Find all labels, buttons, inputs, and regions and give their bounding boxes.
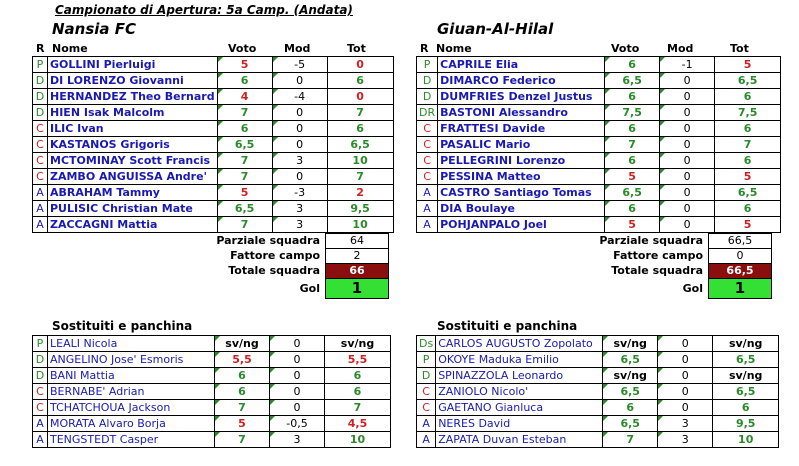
home-bench-table — [32, 335, 391, 448]
player-role: P — [33, 57, 48, 73]
player-name: BANI Mattia — [48, 368, 215, 384]
player-voto: sv/ng — [603, 336, 658, 352]
player-row — [417, 89, 781, 105]
player-row — [417, 368, 779, 384]
player-name: DIMARCO Federico — [438, 73, 605, 89]
gol-value: 1 — [325, 278, 389, 299]
player-tot: 6 — [327, 121, 393, 137]
player-tot: 6 — [327, 73, 393, 89]
header-name: Nome — [436, 42, 472, 55]
player-voto: 5 — [217, 185, 272, 201]
player-row — [417, 384, 779, 400]
player-tot: 5 — [715, 169, 781, 185]
player-mod: 0 — [658, 352, 713, 368]
player-mod: 0 — [270, 368, 325, 384]
player-role: D — [33, 105, 48, 121]
player-role: C — [417, 137, 438, 153]
player-tot: 6,5 — [713, 352, 779, 368]
parziale-label: Parziale squadra — [216, 234, 320, 247]
header-mod: Mod — [667, 42, 694, 55]
player-tot: 6,5 — [715, 73, 781, 89]
player-name: LEALI Nicola — [48, 336, 215, 352]
player-mod: 0 — [270, 352, 325, 368]
player-row — [33, 169, 394, 185]
player-voto: 5 — [605, 169, 660, 185]
player-tot: 7 — [327, 169, 393, 185]
player-row — [417, 105, 781, 121]
player-role: C — [417, 400, 436, 416]
player-voto: 6 — [215, 368, 270, 384]
player-mod: 0 — [272, 121, 327, 137]
player-name: POHJANPALO Joel — [438, 217, 605, 233]
player-mod: 0 — [660, 121, 715, 137]
player-voto: 6,5 — [603, 416, 658, 432]
player-voto: 6,5 — [217, 201, 272, 217]
fattore-label: Fattore campo — [230, 249, 320, 262]
player-role: C — [417, 153, 438, 169]
player-voto: 7 — [217, 105, 272, 121]
player-name: ZAPATA Duvan Esteban — [436, 432, 603, 448]
player-mod: -1 — [660, 57, 715, 73]
player-row — [417, 217, 781, 233]
player-role: DR — [417, 105, 438, 121]
player-name: ZANIOLO Nicolo' — [436, 384, 603, 400]
player-name: BERNABE' Adrian — [48, 384, 215, 400]
player-role: A — [33, 201, 48, 217]
player-table — [416, 335, 779, 448]
player-row — [33, 384, 391, 400]
player-voto: sv/ng — [603, 368, 658, 384]
totale-value: 66,5 — [708, 263, 772, 279]
totale-label: Totale squadra — [228, 264, 320, 277]
header-role: R — [420, 42, 429, 55]
player-voto: 5 — [605, 217, 660, 233]
player-table — [32, 56, 394, 233]
player-role: C — [33, 169, 48, 185]
player-row — [33, 352, 391, 368]
player-mod: 0 — [660, 153, 715, 169]
player-tot: 7 — [327, 105, 393, 121]
player-tot: 6,5 — [715, 185, 781, 201]
player-row — [417, 352, 779, 368]
player-name: ANGELINO Jose' Esmoris — [48, 352, 215, 368]
player-row — [417, 121, 781, 137]
player-voto: 6,5 — [605, 185, 660, 201]
player-mod: -4 — [272, 89, 327, 105]
parziale-value: 66,5 — [708, 233, 772, 249]
player-tot: sv/ng — [325, 336, 391, 352]
player-mod: 0 — [658, 384, 713, 400]
player-name: PELLEGRINI Lorenzo — [438, 153, 605, 169]
player-role: A — [417, 185, 438, 201]
player-role: D — [417, 73, 438, 89]
header-name: Nome — [52, 42, 88, 55]
player-mod: 3 — [272, 201, 327, 217]
player-mod: 0 — [658, 400, 713, 416]
player-tot: 5 — [715, 57, 781, 73]
player-row — [417, 432, 779, 448]
player-mod: 0 — [658, 368, 713, 384]
player-tot: 6 — [713, 400, 779, 416]
player-mod: 0 — [272, 73, 327, 89]
player-name: PASALIC Mario — [438, 137, 605, 153]
player-role: D — [33, 368, 48, 384]
player-voto: 5 — [217, 57, 272, 73]
player-voto: 7,5 — [605, 105, 660, 121]
player-role: C — [33, 137, 48, 153]
player-role: D — [33, 352, 48, 368]
player-voto: 7 — [217, 169, 272, 185]
player-name: CARLOS AUGUSTO Zopolato — [436, 336, 603, 352]
player-role: C — [33, 121, 48, 137]
player-role: P — [417, 57, 438, 73]
player-name: DI LORENZO Giovanni — [48, 73, 218, 89]
player-row — [33, 432, 391, 448]
player-name: KASTANOS Grigoris — [48, 137, 218, 153]
player-voto: 6 — [603, 400, 658, 416]
player-tot: 5 — [715, 217, 781, 233]
player-mod: -0,5 — [270, 416, 325, 432]
player-mod: 0 — [660, 89, 715, 105]
player-name: DIA Boulaye — [438, 201, 605, 217]
player-name: TCHATCHOUA Jackson — [48, 400, 215, 416]
player-mod: 3 — [272, 153, 327, 169]
player-tot: 6 — [715, 89, 781, 105]
player-mod: 3 — [270, 432, 325, 448]
player-name: GAETANO Gianluca — [436, 400, 603, 416]
player-name: CASTRO Santiago Tomas — [438, 185, 605, 201]
header-role: R — [36, 42, 45, 55]
player-role: A — [33, 416, 48, 432]
player-voto: 6,5 — [603, 384, 658, 400]
player-mod: 0 — [270, 384, 325, 400]
header-mod: Mod — [284, 42, 311, 55]
player-row — [33, 153, 394, 169]
player-tot: 6 — [325, 368, 391, 384]
player-row — [33, 185, 394, 201]
player-mod: 0 — [270, 400, 325, 416]
player-name: MCTOMINAY Scott Francis — [48, 153, 218, 169]
player-mod: 0 — [272, 137, 327, 153]
player-tot: 6,5 — [327, 137, 393, 153]
away-bench-table — [416, 335, 779, 448]
player-name: ZAMBO ANGUISSA Andre' — [48, 169, 218, 185]
player-mod: -5 — [272, 57, 327, 73]
player-role: C — [33, 400, 48, 416]
player-voto: 6 — [217, 121, 272, 137]
player-voto: 6,5 — [603, 352, 658, 368]
player-mod: 0 — [660, 217, 715, 233]
player-row — [33, 121, 394, 137]
player-table — [416, 56, 781, 233]
player-name: HERNANDEZ Theo Bernard — [48, 89, 218, 105]
player-row — [33, 336, 391, 352]
player-tot: sv/ng — [713, 368, 779, 384]
player-voto: 6 — [215, 384, 270, 400]
player-role: A — [417, 432, 436, 448]
player-name: NERES David — [436, 416, 603, 432]
player-row — [417, 73, 781, 89]
player-row — [417, 416, 779, 432]
player-tot: sv/ng — [713, 336, 779, 352]
player-tot: 6 — [715, 201, 781, 217]
gol-label: Gol — [682, 282, 703, 295]
totale-label: Totale squadra — [611, 264, 703, 277]
header-voto: Voto — [228, 42, 257, 55]
away-lineup-table — [416, 56, 781, 233]
player-role: C — [417, 169, 438, 185]
player-name: PULISIC Christian Mate — [48, 201, 218, 217]
player-mod: 0 — [658, 336, 713, 352]
player-mod: 3 — [272, 217, 327, 233]
player-row — [33, 89, 394, 105]
player-tot: 9,5 — [327, 201, 393, 217]
player-mod: 0 — [270, 336, 325, 352]
player-role: D — [417, 368, 436, 384]
player-row — [417, 153, 781, 169]
player-name: PESSINA Matteo — [438, 169, 605, 185]
player-mod: 3 — [658, 416, 713, 432]
player-voto: 6 — [605, 201, 660, 217]
parziale-label: Parziale squadra — [599, 234, 703, 247]
player-row — [33, 368, 391, 384]
player-mod: 0 — [660, 185, 715, 201]
player-tot: 0 — [327, 57, 393, 73]
player-mod: 0 — [660, 137, 715, 153]
header-tot: Tot — [730, 42, 749, 55]
player-name: OKOYE Maduka Emilio — [436, 352, 603, 368]
player-row — [417, 185, 781, 201]
player-table — [32, 335, 391, 448]
home-bench-title: Sostituiti e panchina — [52, 319, 193, 333]
player-voto: 4 — [217, 89, 272, 105]
player-name: DUMFRIES Denzel Justus — [438, 89, 605, 105]
player-tot: 6 — [715, 121, 781, 137]
player-tot: 10 — [327, 153, 393, 169]
player-voto: 6 — [605, 89, 660, 105]
player-tot: 7 — [715, 137, 781, 153]
player-tot: 9,5 — [713, 416, 779, 432]
player-name: ILIC Ivan — [48, 121, 218, 137]
player-row — [33, 217, 394, 233]
player-mod: 0 — [660, 201, 715, 217]
player-role: P — [33, 336, 48, 352]
player-voto: 6 — [605, 121, 660, 137]
player-voto: 5,5 — [215, 352, 270, 368]
player-row — [417, 336, 779, 352]
player-role: A — [33, 217, 48, 233]
player-voto: 7 — [217, 217, 272, 233]
player-row — [33, 73, 394, 89]
player-mod: -3 — [272, 185, 327, 201]
player-role: Ds — [417, 336, 436, 352]
page-title: Campionato di Apertura: 5a Camp. (Andata) — [55, 3, 353, 17]
player-mod: 0 — [272, 169, 327, 185]
player-tot: 6 — [325, 384, 391, 400]
player-tot: 2 — [327, 185, 393, 201]
gol-label: Gol — [299, 282, 320, 295]
player-mod: 0 — [660, 73, 715, 89]
player-tot: 6,5 — [713, 384, 779, 400]
player-name: HIEN Isak Malcolm — [48, 105, 218, 121]
player-row — [33, 416, 391, 432]
player-mod: 0 — [272, 105, 327, 121]
player-name: SPINAZZOLA Leonardo — [436, 368, 603, 384]
fattore-value: 0 — [708, 248, 772, 264]
player-voto: 7 — [605, 137, 660, 153]
away-team-name: Giuan-Al-Hilal — [437, 20, 554, 38]
player-role: C — [417, 384, 436, 400]
player-name: BASTONI Alessandro — [438, 105, 605, 121]
player-voto: sv/ng — [215, 336, 270, 352]
player-role: C — [417, 121, 438, 137]
fattore-value: 2 — [325, 248, 389, 264]
player-tot: 0 — [327, 89, 393, 105]
header-tot: Tot — [347, 42, 366, 55]
player-tot: 4,5 — [325, 416, 391, 432]
player-voto: 5 — [215, 416, 270, 432]
player-role: C — [33, 153, 48, 169]
player-voto: 6 — [605, 57, 660, 73]
player-name: ABRAHAM Tammy — [48, 185, 218, 201]
player-row — [33, 57, 394, 73]
player-row — [33, 105, 394, 121]
player-role: D — [33, 89, 48, 105]
player-tot: 10 — [325, 432, 391, 448]
header-voto: Voto — [611, 42, 640, 55]
player-name: MORATA Alvaro Borja — [48, 416, 215, 432]
player-role: A — [417, 416, 436, 432]
player-role: A — [33, 185, 48, 201]
player-role: A — [417, 201, 438, 217]
player-row — [417, 201, 781, 217]
player-role: A — [33, 432, 48, 448]
player-name: FRATTESI Davide — [438, 121, 605, 137]
player-tot: 7 — [325, 400, 391, 416]
player-voto: 7 — [603, 432, 658, 448]
player-row — [33, 400, 391, 416]
player-role: P — [417, 352, 436, 368]
player-tot: 6 — [715, 153, 781, 169]
player-voto: 6 — [217, 73, 272, 89]
player-voto: 6 — [605, 153, 660, 169]
player-name: GOLLINI Pierluigi — [48, 57, 218, 73]
totale-value: 66 — [325, 263, 389, 279]
player-role: A — [417, 217, 438, 233]
player-name: TENGSTEDT Casper — [48, 432, 215, 448]
player-row — [417, 137, 781, 153]
parziale-value: 64 — [325, 233, 389, 249]
player-name: ZACCAGNI Mattia — [48, 217, 218, 233]
player-tot: 10 — [713, 432, 779, 448]
gol-value: 1 — [708, 278, 772, 299]
player-voto: 7 — [215, 400, 270, 416]
player-row — [33, 201, 394, 217]
player-voto: 6,5 — [217, 137, 272, 153]
player-tot: 7,5 — [715, 105, 781, 121]
player-row — [417, 169, 781, 185]
player-voto: 7 — [215, 432, 270, 448]
player-role: D — [33, 73, 48, 89]
player-tot: 10 — [327, 217, 393, 233]
player-role: D — [417, 89, 438, 105]
player-row — [417, 57, 781, 73]
player-row — [417, 400, 779, 416]
home-team-name: Nansia FC — [52, 20, 137, 38]
player-mod: 0 — [660, 105, 715, 121]
player-mod: 3 — [658, 432, 713, 448]
player-mod: 0 — [660, 169, 715, 185]
away-bench-title: Sostituiti e panchina — [437, 319, 578, 333]
player-name: CAPRILE Elia — [438, 57, 605, 73]
player-row — [33, 137, 394, 153]
player-tot: 5,5 — [325, 352, 391, 368]
player-voto: 7 — [217, 153, 272, 169]
home-lineup-table — [32, 56, 394, 233]
player-role: C — [33, 384, 48, 400]
fattore-label: Fattore campo — [613, 249, 703, 262]
player-voto: 6,5 — [605, 73, 660, 89]
